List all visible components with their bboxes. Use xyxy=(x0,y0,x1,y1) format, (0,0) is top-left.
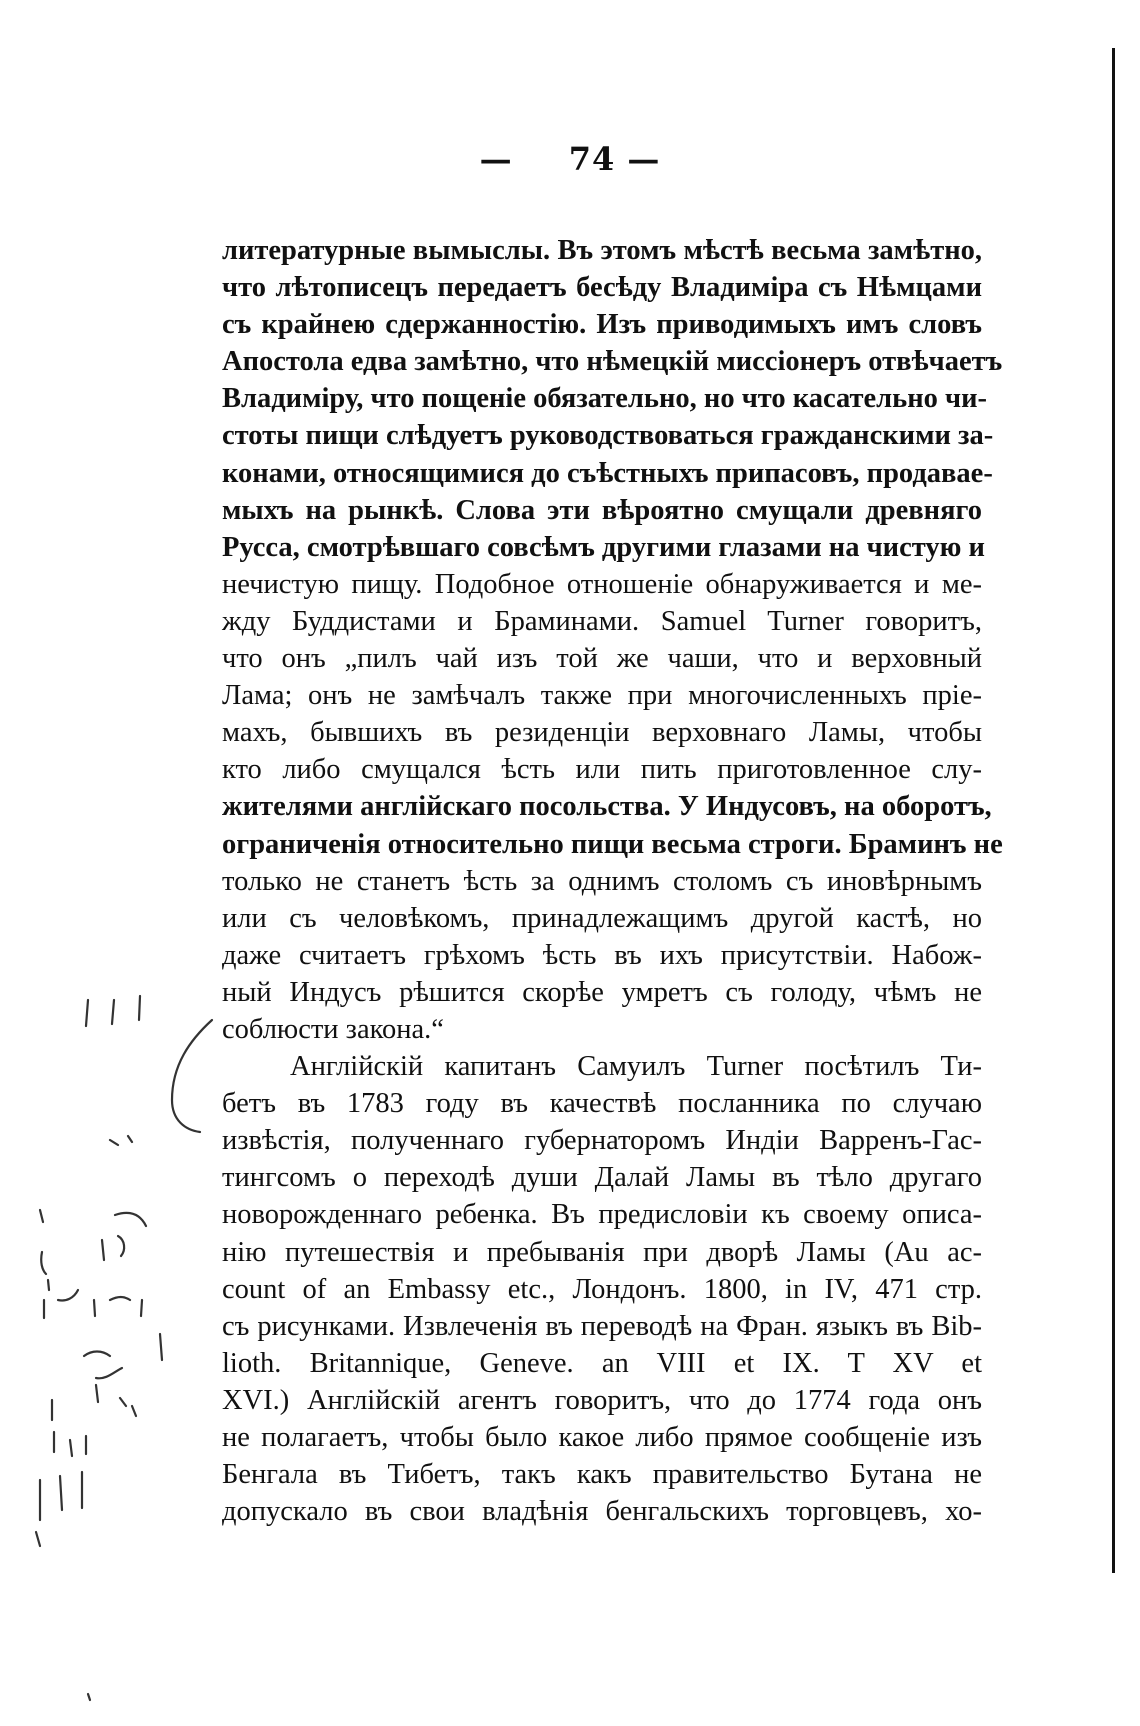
text-line: стоты пищи слѣдуетъ руководствоваться гражданскими за- xyxy=(222,420,994,452)
text-line: count of an Embassy etc., Лондонъ. 1800, in IV, 471 стр. xyxy=(222,1273,982,1305)
text-line: литературные вымыслы. Въ этомъ мѣстѣ весьма замѣтно, xyxy=(222,235,982,266)
text-line: нечистую пищу. Подобное отношеніе обнаруживается и ме- xyxy=(222,568,982,600)
text-line: конами, относящимися до съѣстныхъ припасовъ, продавае- xyxy=(222,457,993,489)
page-edge-rule xyxy=(1112,48,1115,1573)
text-line: соблюсти закона.“ xyxy=(222,1013,444,1045)
text-line: Русса, смотрѣвшаго совсѣмъ другими глазами на чистую и xyxy=(222,531,985,563)
page-number: — 74 — xyxy=(479,140,661,178)
text-line: Владиміру, что пощеніе обязательно, но что касательно чи- xyxy=(222,383,988,415)
paragraph-1 xyxy=(222,232,1003,1048)
text-line: бетъ въ 1783 году въ качествѣ посланника по случаю xyxy=(222,1088,982,1120)
text-line: даже считаетъ грѣхомъ ѣсть въ ихъ присутствіи. Набож- xyxy=(222,939,982,971)
text-line: не полагаетъ, чтобы было какое либо прямое сообщеніе изъ xyxy=(222,1422,982,1453)
text-line: жителями англійскаго посольства. У Индусовъ, на оборотъ, xyxy=(222,791,992,823)
text-line: Бенгала въ Тибетъ, такъ какъ правительство Бутана не xyxy=(222,1459,982,1491)
text-line: только не станетъ ѣсть за однимъ столомъ съ иновѣрнымъ xyxy=(222,865,982,897)
text-line: Англійскій капитанъ Самуилъ Turner посѣтилъ Ти- xyxy=(290,1051,982,1083)
text-line: что онъ „пилъ чай изъ той же чаши, что и верховный xyxy=(222,643,982,675)
text-line: съ крайнею сдержанностію. Изъ приводимыхъ имъ словъ xyxy=(222,309,982,341)
text-line: ограниченія относительно пищи весьма строги. Браминъ не xyxy=(222,828,1003,860)
paragraph-2 xyxy=(222,1048,982,1530)
text-line: что лѣтописецъ передаетъ бесѣду Владиміра съ Нѣмцами xyxy=(222,272,982,304)
text-line: или съ человѣкомъ, принадлежащимъ другой кастѣ, но xyxy=(222,902,982,934)
text-line: съ рисунками. Извлеченія въ переводѣ на Фран. языкъ въ Bib- xyxy=(222,1310,982,1342)
text-line: жду Буддистами и Браминами. Samuel Turner говоритъ, xyxy=(222,605,982,637)
text-line: ный Индусъ рѣшится скорѣе умретъ съ голоду, чѣмъ не xyxy=(222,976,982,1008)
text-line: нію путешествія и пребыванія при дворѣ Ламы (Au ac- xyxy=(222,1236,982,1268)
text-line: мыхъ на рынкѣ. Слова эти вѣроятно смущали древняго xyxy=(222,494,982,526)
text-line: допускало въ свои владѣнія бенгальскихъ торговцевъ, хо- xyxy=(222,1496,982,1528)
text-line: Апостола едва замѣтно, что нѣмецкій миссіонеръ отвѣчаетъ xyxy=(222,346,1003,378)
text-line: махъ, бывшихъ въ резиденціи верховнаго Ламы, чтобы xyxy=(222,717,982,749)
page-number-value: 74 xyxy=(568,140,616,178)
text-line: кто либо смущался ѣсть или пить приготовленное слу- xyxy=(222,754,982,786)
body-text xyxy=(222,232,1003,1530)
text-line: тингсомъ о переходѣ души Далай Ламы въ тѣло другаго xyxy=(222,1162,982,1194)
text-line: Лама; онъ не замѣчалъ также при многочисленныхъ пріе- xyxy=(222,680,982,712)
text-line: XVI.) Англійскій агентъ говоритъ, что до 1774 года онъ xyxy=(222,1384,982,1416)
text-line: извѣстія, полученнаго губернаторомъ Индіи Варренъ-Гас- xyxy=(222,1125,982,1157)
text-line: новорожденнаго ребенка. Въ предисловіи къ своему описа- xyxy=(222,1199,982,1231)
text-line: lioth. Britannique, Geneve. an VIII et IX. T XV et xyxy=(222,1347,982,1379)
